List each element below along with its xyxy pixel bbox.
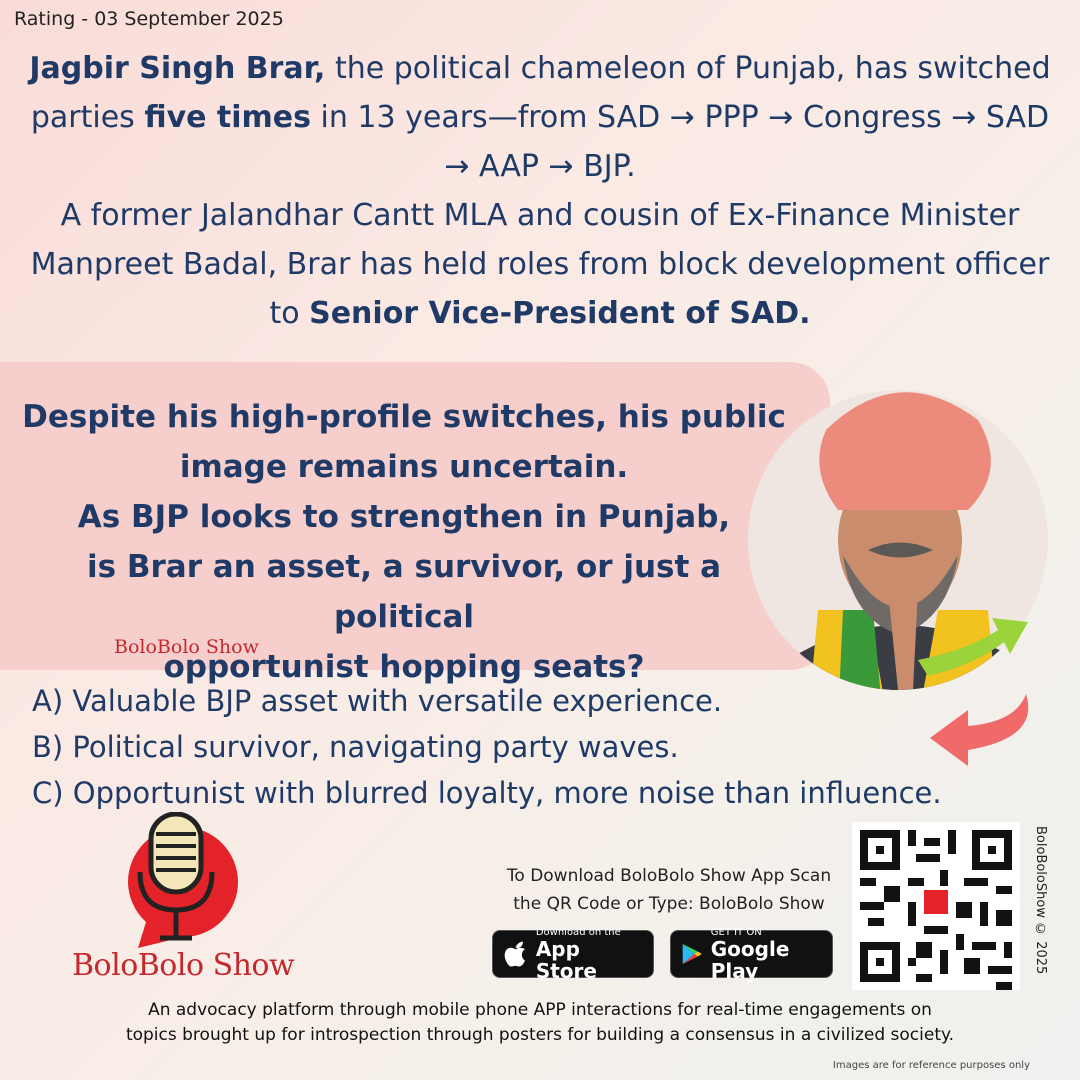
qr-code[interactable] [852, 822, 1020, 990]
intro-emphasis: five times [144, 100, 311, 135]
app-store-big-text: App Store [535, 936, 597, 983]
option-b[interactable]: B) Political survivor, navigating party waves. [32, 730, 679, 764]
apple-icon [503, 939, 528, 969]
swap-arrow-icon [928, 688, 1040, 772]
question-line: Despite his high-profile switches, his public [22, 399, 786, 435]
google-play-small-text: GET IT ON [710, 926, 762, 938]
question-line: is Brar an asset, a survivor, or just a political [86, 549, 722, 635]
qr-center-logo [924, 890, 948, 914]
download-line: the QR Code or Type: BoloBolo Show [513, 894, 825, 914]
google-play-big-text: Google Play [710, 936, 790, 983]
copyright-vertical: BoloBoloShow © 2025 [1033, 826, 1048, 975]
footer-description [20, 998, 1060, 1048]
download-instructions [480, 862, 858, 918]
google-play-button[interactable] [670, 926, 833, 983]
rating-date: Rating - 03 September 2025 [14, 8, 284, 30]
intro-text-2: in 13 years—from SAD → PPP → Congress → SAD → AAP → BJP. [311, 100, 1050, 184]
intro-text-3: A former Jalandhar Cantt MLA and cousin of Ex-Finance Minister Manpreet Badal, Brar has held roles from block development officer to [30, 198, 1050, 331]
intro-text-1: the political chameleon of Punjab, has switched parties [30, 51, 1051, 135]
question-line: opportunist hopping seats? [163, 649, 645, 685]
answer-options [32, 678, 942, 816]
question-line: As BJP looks to strengthen in Punjab, [77, 499, 731, 535]
intro-role: Senior Vice-President of SAD. [309, 296, 811, 331]
question-brand-watermark: BoloBolo Show [114, 636, 259, 658]
app-store-small-text: Download on the [535, 926, 621, 938]
footer-line: An advocacy platform through mobile phone APP interactions for real-time engagements on [148, 1000, 932, 1020]
intro-name: Jagbir Singh Brar, [29, 51, 326, 86]
brand-name: BoloBolo Show [72, 948, 295, 983]
portrait-image [748, 360, 1048, 720]
google-play-icon [681, 940, 703, 968]
option-c[interactable]: C) Opportunist with blurred loyalty, more noise than influence. [32, 776, 942, 810]
question-line: image remains uncertain. [179, 449, 629, 485]
intro-paragraph [20, 44, 1060, 338]
disclaimer: Images are for reference purposes only [832, 1060, 1030, 1071]
option-a[interactable]: A) Valuable BJP asset with versatile experience. [32, 684, 723, 718]
footer-line: topics brought up for introspection through posters for building a consensus in a civilized society. [125, 1025, 955, 1045]
microphone-logo-icon [118, 812, 248, 952]
app-store-button[interactable] [492, 926, 654, 983]
download-line: To Download BoloBolo Show App Scan [506, 866, 832, 886]
